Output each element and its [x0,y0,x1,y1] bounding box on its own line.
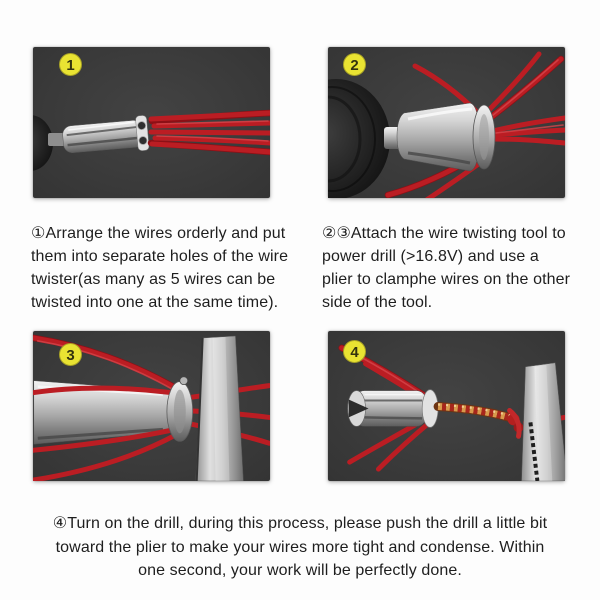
caption-line: ④Turn on the drill, during this process, please push the drill a little bit [52,515,548,532]
step4-photo-panel [328,331,565,481]
step3-photo-panel [33,331,270,481]
caption-line: power drill (>16.8V) and use a [322,248,539,265]
caption-line: them into separate holes of the wire [31,248,289,265]
step-number-badge: 1 [59,53,82,76]
step2-photo-panel [328,47,565,198]
step-number-badge: 4 [343,340,366,363]
step-number-badge: 3 [59,343,82,366]
wire-twister-tool [62,115,150,157]
caption-line: ①Arrange the wires orderly and put [31,225,286,242]
caption-line: toward the plier to make your wires more tight and condense. Within [55,538,545,556]
step1-photo-panel [33,47,270,198]
step-number-badge: 2 [343,53,366,76]
drill-chuck-tip [33,115,65,171]
red-wires-bundle [151,113,270,152]
caption-line: one second, your work will be perfectly done. [138,562,462,579]
step2-3-caption [322,222,594,314]
plier-jaw [522,363,566,481]
drill-chuck [328,79,390,198]
step1-caption [31,222,323,314]
caption-line: twisted into one at the same time). [31,294,279,311]
caption-line: ②③Attach the wire twisting tool to [322,225,566,242]
caption-line: side of the tool. [322,294,433,311]
twister-tool [348,390,438,428]
caption-line: plier to clamphe wires on the other [322,271,571,288]
plier-jaw [196,336,244,481]
step4-caption [0,512,600,583]
twister-cone-tool [384,103,495,171]
caption-line: twister(as many as 5 wires can be [31,271,276,288]
